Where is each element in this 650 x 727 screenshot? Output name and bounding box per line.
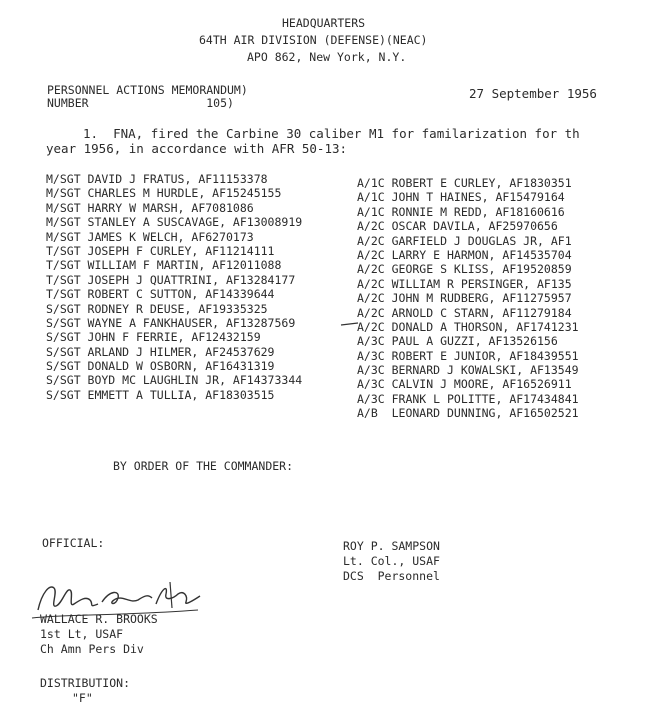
roster-entry: M/SGT CHARLES M HURDLE, AF15245155 xyxy=(46,186,282,201)
roster-entry: T/SGT JOSEPH J QUATTRINI, AF13284177 xyxy=(46,272,296,287)
roster-entry: A/3C PAUL A GUZZI, AF13526156 xyxy=(357,334,558,349)
roster-entry: M/SGT STANLEY A SUSCAVAGE, AF13008919 xyxy=(46,215,303,230)
roster-entry: T/SGT JOSEPH F CURLEY, AF11214111 xyxy=(46,243,275,258)
roster-left xyxy=(46,172,302,402)
paragraph-line-1: 1. FNA, fired the Carbine 30 caliber M1 for familarization for th xyxy=(83,126,580,141)
signer-rank: Lt. Col., USAF xyxy=(343,554,440,568)
official-label: OFFICIAL: xyxy=(42,536,105,550)
memo-number: NUMBER 105) xyxy=(47,96,234,110)
roster-entry: M/SGT JAMES K WELCH, AF6270173 xyxy=(46,229,254,244)
roster-entry: A/2C ARNOLD C STARN, AF11279184 xyxy=(357,305,572,320)
roster-entry: A/2C JOHN M RUDBERG, AF11275957 xyxy=(357,291,572,306)
roster-entry: M/SGT HARRY W MARSH, AF7081086 xyxy=(46,200,254,215)
roster-entry: S/SGT JOHN F FERRIE, AF12432159 xyxy=(46,330,261,345)
distribution-label: DISTRIBUTION: xyxy=(40,676,131,690)
roster-entry: A/1C ROBERT E CURLEY, AF1830351 xyxy=(357,176,572,190)
roster-entry: A/2C LARRY E HARMON, AF14535704 xyxy=(357,247,572,262)
roster-entry: S/SGT BOYD MC LAUGHLIN JR, AF14373344 xyxy=(46,373,303,388)
roster-entry: A/2C OSCAR DAVILA, AF25970656 xyxy=(357,219,558,234)
order-line: BY ORDER OF THE COMMANDER: xyxy=(113,459,294,473)
paragraph-line-2: year 1956, in accordance with AFR 50-13: xyxy=(46,141,348,156)
roster-entry: A/1C JOHN T HAINES, AF15479164 xyxy=(357,190,565,205)
roster-entry: A/2C GARFIELD J DOUGLAS JR, AF1 xyxy=(357,233,572,248)
header-division: 64TH AIR DIVISION (DEFENSE)(NEAC) xyxy=(199,33,428,47)
roster-entry: S/SGT EMMETT A TULLIA, AF18303515 xyxy=(46,387,275,402)
roster-entry: A/B LEONARD DUNNING, AF16502521 xyxy=(357,406,579,421)
pen-mark xyxy=(340,320,360,328)
authenticator-title: Ch Amn Pers Div xyxy=(40,642,144,656)
header-headquarters: HEADQUARTERS xyxy=(282,16,366,30)
memo-title: PERSONNEL ACTIONS MEMORANDUM) xyxy=(47,83,248,97)
roster-entry: A/3C ROBERT E JUNIOR, AF18439551 xyxy=(357,348,579,363)
roster-entry: S/SGT WAYNE A FANKHAUSER, AF13287569 xyxy=(46,315,296,330)
roster-entry: S/SGT RODNEY R DEUSE, AF19335325 xyxy=(46,301,268,316)
authenticator-name: WALLACE R. BROOKS xyxy=(40,612,158,626)
roster-entry: T/SGT WILLIAM F MARTIN, AF12011088 xyxy=(46,258,282,273)
roster-entry: M/SGT DAVID J FRATUS, AF11153378 xyxy=(46,172,268,186)
roster-right xyxy=(357,176,579,421)
authenticator-rank: 1st Lt, USAF xyxy=(40,627,124,641)
roster-entry: A/3C CALVIN J MOORE, AF16526911 xyxy=(357,377,572,392)
header-apo: APO 862, New York, N.Y. xyxy=(247,50,407,64)
roster-entry: A/2C GEORGE S KLISS, AF19520859 xyxy=(357,262,572,277)
roster-entry: S/SGT DONALD W OSBORN, AF16431319 xyxy=(46,359,275,374)
distribution-code: "F" xyxy=(72,691,93,705)
memo-date: 27 September 1956 xyxy=(469,86,597,101)
signer-title: DCS Personnel xyxy=(343,569,440,583)
roster-entry: A/1C RONNIE M REDD, AF18160616 xyxy=(357,204,565,219)
roster-entry: S/SGT ARLAND J HILMER, AF24537629 xyxy=(46,344,275,359)
roster-entry: T/SGT ROBERT C SUTTON, AF14339644 xyxy=(46,287,275,302)
signer-name: ROY P. SAMPSON xyxy=(343,539,440,553)
roster-entry: A/3C BERNARD J KOWALSKI, AF13549 xyxy=(357,363,579,378)
roster-entry: A/2C WILLIAM R PERSINGER, AF135 xyxy=(357,276,572,291)
roster-entry: A/3C FRANK L POLITTE, AF17434841 xyxy=(357,391,579,406)
roster-entry: A/2C DONALD A THORSON, AF1741231 xyxy=(357,319,579,334)
